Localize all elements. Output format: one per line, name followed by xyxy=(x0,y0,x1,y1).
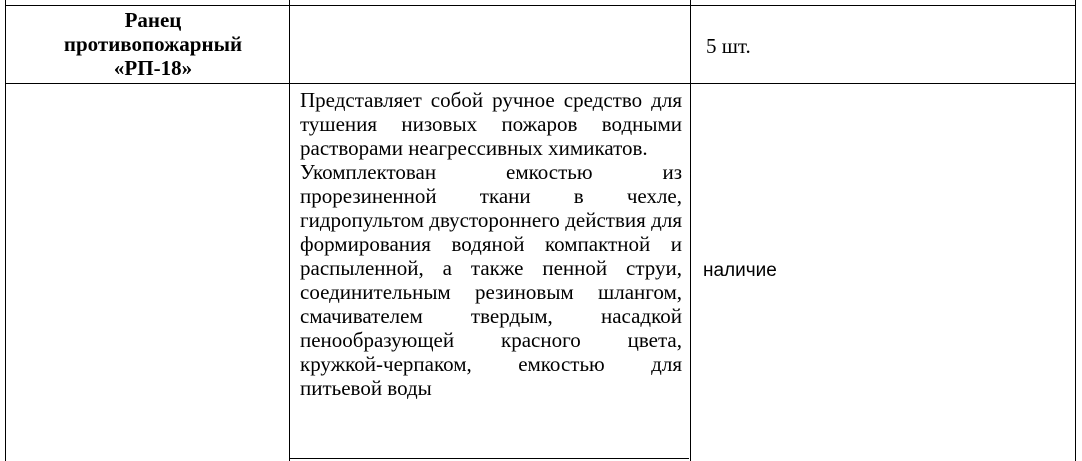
description-paragraph: Представляет собой ручное средство для тушения низовых пожаров водными растворами неагрессивных химикатов. xyxy=(300,88,682,160)
table-column-divider-2 xyxy=(690,0,691,461)
table-right-border xyxy=(1075,0,1076,461)
description-cell xyxy=(300,88,682,400)
item-name-line: «РП-18» xyxy=(113,56,193,80)
table-left-border xyxy=(5,0,6,461)
table-row-divider xyxy=(5,83,1076,84)
table-column-divider-1 xyxy=(289,0,290,461)
table-top-border xyxy=(5,5,1076,6)
quantity-cell: 5 шт. xyxy=(706,34,751,58)
item-name-line: противопожарный xyxy=(63,32,243,56)
item-name-cell xyxy=(18,8,288,80)
table-bottom-fragment xyxy=(289,458,689,459)
item-name-line: Ранец xyxy=(124,8,182,32)
description-paragraph: Укомплектован емкостью из прорезиненной ткани в чехле, гидропультом двустороннего действия для формирования водяной компактной и распыленной, а также пенной струи, соединительным резиновым шлангом, смачивателем твердым, насадкой пенообразующей красного цвета, кружкой-черпаком, емкостью для питьевой воды xyxy=(300,160,682,400)
availability-cell: наличие xyxy=(703,260,777,281)
